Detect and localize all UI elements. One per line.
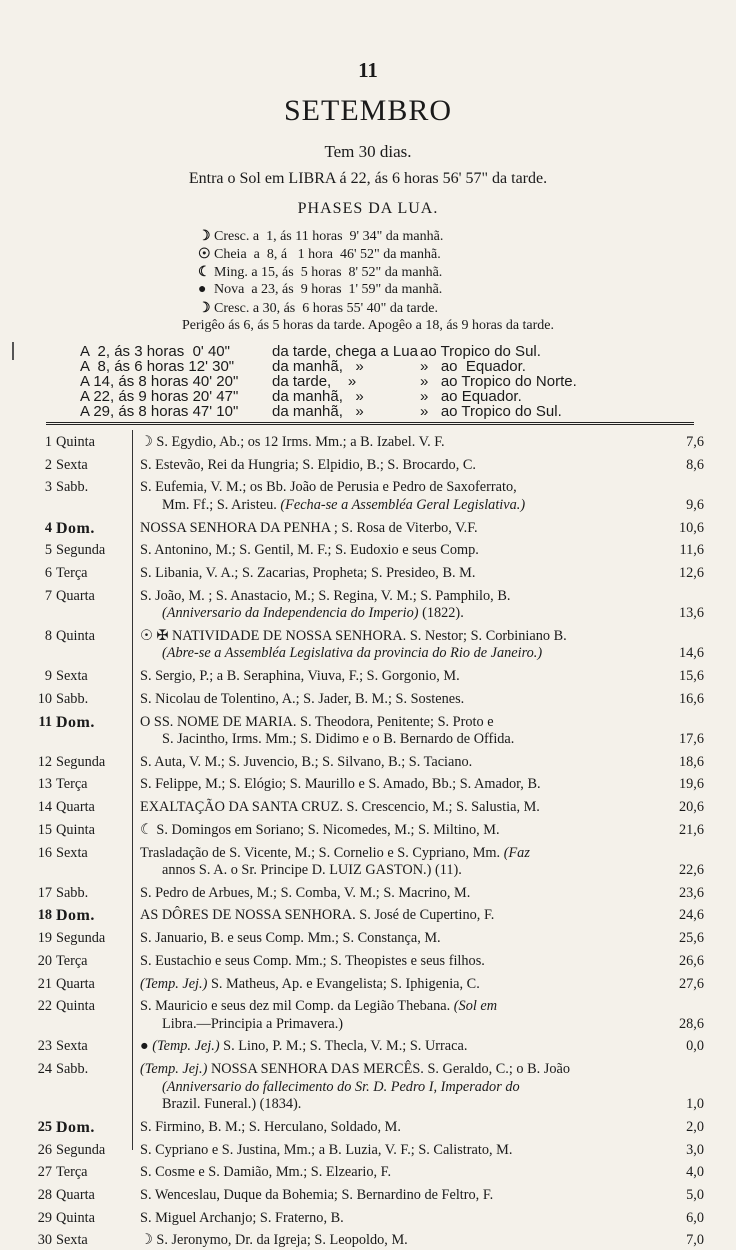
moon-age: 11,6 bbox=[679, 542, 704, 559]
phases-title: PHASES DA LUA. bbox=[297, 200, 439, 217]
moon-age: 14,6 bbox=[678, 645, 704, 662]
moon-age: 13,6 bbox=[678, 605, 704, 622]
full-moon-icon: ☉ bbox=[198, 247, 211, 262]
weekday: Segunda bbox=[56, 1141, 106, 1158]
moon-age: 1,0 bbox=[686, 1096, 704, 1113]
phase-line bbox=[198, 264, 442, 281]
saints-text: Trasladação de S. Vicente, M.; S. Cornelio e S. Cypriano, Mm. (Faz annos S. A. o Sr. Principe D. LUIZ GASTON.) (11). bbox=[140, 844, 530, 878]
day-number: 28 bbox=[37, 1186, 52, 1203]
weekday: Sabb. bbox=[56, 690, 89, 707]
weekday: Terça bbox=[56, 952, 88, 969]
tropic-date: A 2, ás 3 horas 0' 40" bbox=[80, 343, 230, 360]
weekday: Dom. bbox=[56, 519, 95, 537]
weekday: Sexta bbox=[56, 456, 88, 473]
saints-text: S. Firmino, B. M.; S. Herculano, Soldado, M. bbox=[140, 1118, 401, 1135]
saints-text: ☽ S. Jeronymo, Dr. da Igreja; S. Leopoldo, M. bbox=[140, 1232, 408, 1249]
weekday: Quinta bbox=[56, 627, 95, 644]
day-number: 27 bbox=[37, 1164, 52, 1181]
weekday: Terça bbox=[56, 776, 88, 793]
saints-text: S. Auta, V. M.; S. Juvencio, B.; S. Silvano, B.; S. Taciano. bbox=[140, 753, 473, 770]
tropic-dest: ao Tropico do Sul. bbox=[420, 343, 541, 360]
moon-age: 7,0 bbox=[686, 1232, 704, 1249]
moon-age: 5,0 bbox=[686, 1186, 704, 1203]
saints-text: S. Eufemia, V. M.; os Bb. João de Perusia e Pedro de Saxoferrato, Mm. Ff.; S. Aristeu. (Fecha-se a Assembléa Geral Legislativa.) bbox=[140, 479, 526, 513]
moon-age: 23,6 bbox=[678, 884, 704, 901]
day-number: 4 bbox=[44, 519, 52, 536]
weekday: Quinta bbox=[56, 1209, 95, 1226]
tropic-dest: » ao Equador. bbox=[420, 358, 526, 375]
saints-text: S. Estevão, Rei da Hungria; S. Elpidio, B.; S. Brocardo, C. bbox=[140, 456, 476, 473]
saints-text: S. Pedro de Arbues, M.; S. Comba, V. M.; S. Macrino, M. bbox=[140, 884, 471, 901]
phase-line bbox=[198, 282, 442, 298]
phase-text: Ming. a 15, ás 5 horas 8' 52" da manhã. bbox=[214, 265, 443, 280]
weekday: Segunda bbox=[56, 753, 106, 770]
moon-age: 25,6 bbox=[678, 930, 704, 947]
new-moon-icon: ● bbox=[198, 282, 207, 297]
day-number: 5 bbox=[44, 542, 52, 559]
day-number: 26 bbox=[37, 1141, 52, 1158]
moon-age: 17,6 bbox=[678, 731, 704, 747]
day-number: 10 bbox=[37, 690, 52, 707]
moon-age: 15,6 bbox=[678, 668, 704, 685]
tropic-part: da manhã, » bbox=[272, 403, 364, 420]
saints-text: S. Eustachio e seus Comp. Mm.; S. Theopistes e seus filhos. bbox=[140, 952, 485, 969]
moon-age: 21,6 bbox=[678, 821, 704, 838]
tropic-part: da tarde, chega a Lua bbox=[272, 343, 418, 360]
saints-text: EXALTAÇÃO DA SANTA CRUZ. S. Crescencio, M.; S. Salustia, M. bbox=[140, 799, 540, 816]
phase-line bbox=[198, 246, 441, 263]
weekday: Sabb. bbox=[56, 884, 89, 901]
page-number: 11 bbox=[358, 58, 378, 82]
weekday: Quarta bbox=[56, 975, 95, 992]
first-quarter-moon-icon: ☽ bbox=[198, 229, 211, 244]
saints-text: S. Nicolau de Tolentino, A.; S. Jader, B. M.; S. Sostenes. bbox=[140, 690, 465, 707]
phase-line bbox=[198, 300, 438, 317]
moon-age: 7,6 bbox=[686, 434, 704, 450]
weekday: Quinta bbox=[56, 998, 95, 1015]
tropic-date: A 14, ás 8 horas 40' 20" bbox=[80, 373, 239, 390]
saints-text: ☽ S. Egydio, Ab.; os 12 Irms. Mm.; a B. Izabel. V. F. bbox=[140, 434, 445, 450]
saints-text: S. Wenceslau, Duque da Bohemia; S. Bernardino de Feltro, F. bbox=[140, 1186, 494, 1203]
weekday: Terça bbox=[56, 1164, 88, 1181]
saints-text: S. Antonino, M.; S. Gentil, M. F.; S. Eudoxio e seus Comp. bbox=[140, 542, 479, 559]
moon-age: 16,6 bbox=[678, 690, 704, 707]
phase-text: Cresc. a 30, ás 6 horas 55' 40" da tarde. bbox=[214, 301, 439, 316]
day-number: 21 bbox=[37, 975, 52, 992]
saints-text: S. Cypriano e S. Justina, Mm.; a B. Luzia, V. F.; S. Calistrato, M. bbox=[140, 1141, 513, 1158]
weekday: Dom. bbox=[56, 1118, 95, 1136]
tropic-dest: » ao Equador. bbox=[420, 388, 522, 405]
table-rule bbox=[46, 422, 694, 425]
weekday: Dom. bbox=[56, 713, 95, 731]
day-number: 29 bbox=[37, 1209, 52, 1226]
tropic-part: da manhã, » bbox=[272, 388, 364, 405]
weekday: Sexta bbox=[56, 668, 88, 685]
tropic-date: A 8, ás 6 horas 12' 30" bbox=[80, 358, 235, 375]
moon-age: 24,6 bbox=[678, 907, 704, 924]
saints-text: S. Januario, B. e seus Comp. Mm.; S. Constança, M. bbox=[140, 930, 441, 947]
day-number: 1 bbox=[44, 434, 52, 450]
day-number: 9 bbox=[44, 668, 52, 685]
day-number: 15 bbox=[37, 821, 52, 838]
moon-age: 12,6 bbox=[678, 565, 704, 581]
day-number: 17 bbox=[37, 884, 52, 901]
day-number: 18 bbox=[37, 907, 52, 924]
weekday: Segunda bbox=[56, 930, 106, 947]
phase-text: Nova a 23, ás 9 horas 1' 59" da manhã. bbox=[214, 282, 443, 297]
day-number: 30 bbox=[37, 1232, 52, 1249]
weekday: Sexta bbox=[56, 1232, 88, 1249]
last-quarter-moon-icon: ☾ bbox=[198, 265, 211, 280]
weekday: Sexta bbox=[56, 844, 88, 861]
moon-age: 2,0 bbox=[686, 1118, 704, 1135]
day-number: 19 bbox=[37, 930, 52, 947]
day-number: 7 bbox=[44, 587, 52, 604]
day-number: 14 bbox=[37, 799, 52, 816]
moon-age: 6,0 bbox=[686, 1209, 704, 1226]
margin-mark bbox=[12, 342, 14, 360]
day-number: 6 bbox=[44, 565, 52, 581]
moon-age: 20,6 bbox=[678, 799, 704, 816]
day-number: 24 bbox=[37, 1061, 52, 1078]
weekday: Quarta bbox=[56, 587, 95, 604]
moon-age: 27,6 bbox=[678, 975, 704, 992]
saints-text: (Temp. Jej.) S. Matheus, Ap. e Evangelista; S. Iphigenia, C. bbox=[140, 975, 480, 992]
moon-age: 9,6 bbox=[686, 496, 704, 513]
saints-text: ☾ S. Domingos em Soriano; S. Nicomedes, M.; S. Miltino, M. bbox=[140, 821, 500, 838]
moon-age: 10,6 bbox=[678, 519, 704, 536]
weekday: Quarta bbox=[56, 799, 95, 816]
tropic-part: da manhã, » bbox=[272, 358, 364, 375]
saints-text: (Temp. Jej.) NOSSA SENHORA DAS MERCÊS. S. Geraldo, C.; o B. João (Anniversario do fallecimento do Sr. D. Pedro I, Imperador do Brazil. Funeral.) (1834). bbox=[140, 1061, 571, 1113]
weekday: Terça bbox=[56, 565, 88, 581]
moon-age: 22,6 bbox=[678, 862, 704, 878]
saints-text: AS DÔRES DE NOSSA SENHORA. S. José de Cupertino, F. bbox=[140, 907, 495, 924]
day-number: 12 bbox=[37, 753, 52, 770]
weekday: Quinta bbox=[56, 821, 95, 838]
saints-text: S. Mauricio e seus dez mil Comp. da Legião Thebana. (Sol em Libra.—Principia a Primavera.) bbox=[140, 998, 498, 1032]
perigee-apogee: Perigêo ás 6, ás 5 horas da tarde. Apogêo a 18, ás 9 horas da tarde. bbox=[181, 318, 555, 333]
day-number: 23 bbox=[37, 1038, 52, 1055]
tropic-date: A 22, ás 9 horas 20' 47" bbox=[80, 388, 239, 405]
phase-text: Cresc. a 1, ás 11 horas 9' 34" da manhã. bbox=[214, 229, 444, 244]
weekday: Sabb. bbox=[56, 479, 89, 496]
saints-text: S. Libania, V. A.; S. Zacarias, Propheta; S. Presideo, B. M. bbox=[140, 565, 476, 581]
moon-age: 26,6 bbox=[678, 952, 704, 969]
moon-age: 19,6 bbox=[678, 776, 704, 793]
day-number: 13 bbox=[37, 776, 52, 793]
day-number: 3 bbox=[44, 479, 52, 496]
phase-line bbox=[198, 228, 443, 245]
saints-text: ☉ ✠ NATIVIDADE DE NOSSA SENHORA. S. Nestor; S. Corbiniano B. (Abre-se a Assembléa Legislativa da provincia do Rio de Janeiro.) bbox=[140, 627, 567, 662]
days-count: Tem 30 dias. bbox=[324, 142, 412, 161]
moon-age: 8,6 bbox=[686, 456, 704, 473]
day-number: 20 bbox=[37, 952, 52, 969]
saints-text: O SS. NOME DE MARIA. S. Theodora, Penitente; S. Proto e S. Jacintho, Irms. Mm.; S. Didimo e o B. Bernardo de Offida. bbox=[140, 713, 515, 747]
tropic-date: A 29, ás 8 horas 47' 10" bbox=[80, 403, 239, 420]
tropic-dest: » ao Tropico do Sul. bbox=[420, 403, 562, 420]
saints-text: S. Felippe, M.; S. Elógio; S. Maurillo e S. Amado, Bb.; S. Amador, B. bbox=[140, 776, 541, 793]
day-number: 8 bbox=[44, 627, 52, 644]
sun-entry: Entra o Sol em LIBRA á 22, ás 6 horas 56' 57" da tarde. bbox=[188, 170, 548, 187]
saints-text: S. João, M. ; S. Anastacio, M.; S. Regina, V. M.; S. Pamphilo, B. (Anniversario da Independencia do Imperio) (1822). bbox=[140, 587, 511, 622]
weekday: Quarta bbox=[56, 1186, 95, 1203]
moon-age: 4,0 bbox=[686, 1164, 704, 1181]
saints-text: NOSSA SENHORA DA PENHA ; S. Rosa de Viterbo, V.F. bbox=[140, 519, 478, 536]
moon-age: 18,6 bbox=[678, 753, 704, 770]
weekday: Dom. bbox=[56, 907, 95, 925]
first-quarter-moon-icon: ☽ bbox=[198, 301, 211, 316]
moon-age: 0,0 bbox=[686, 1038, 704, 1055]
weekday: Quinta bbox=[56, 434, 95, 450]
day-number: 25 bbox=[37, 1118, 52, 1135]
saints-text: S. Cosme e S. Damião, Mm.; S. Elzeario, F. bbox=[140, 1164, 392, 1181]
weekday: Segunda bbox=[56, 542, 106, 559]
day-number: 2 bbox=[44, 456, 52, 473]
weekday: Sabb. bbox=[56, 1061, 89, 1078]
saints-text: S. Sergio, P.; a B. Seraphina, Viuva, F.; S. Gorgonio, M. bbox=[140, 668, 460, 685]
moon-age: 28,6 bbox=[678, 1015, 704, 1032]
tropic-part: da tarde, » bbox=[272, 373, 357, 390]
moon-age: 3,0 bbox=[686, 1141, 704, 1158]
tropic-dest: » ao Tropico do Norte. bbox=[420, 373, 577, 390]
day-number: 11 bbox=[38, 713, 52, 730]
phase-text: Cheia a 8, á 1 hora 46' 52" da manhã. bbox=[214, 247, 441, 262]
day-number: 22 bbox=[37, 998, 52, 1015]
saints-text: S. Miguel Archanjo; S. Fraterno, B. bbox=[140, 1209, 344, 1226]
weekday: Sexta bbox=[56, 1038, 88, 1055]
month-title: SETEMBRO bbox=[283, 94, 453, 127]
saints-text: ● (Temp. Jej.) S. Lino, P. M.; S. Thecla, V. M.; S. Urraca. bbox=[140, 1038, 468, 1055]
day-number: 16 bbox=[37, 844, 52, 861]
